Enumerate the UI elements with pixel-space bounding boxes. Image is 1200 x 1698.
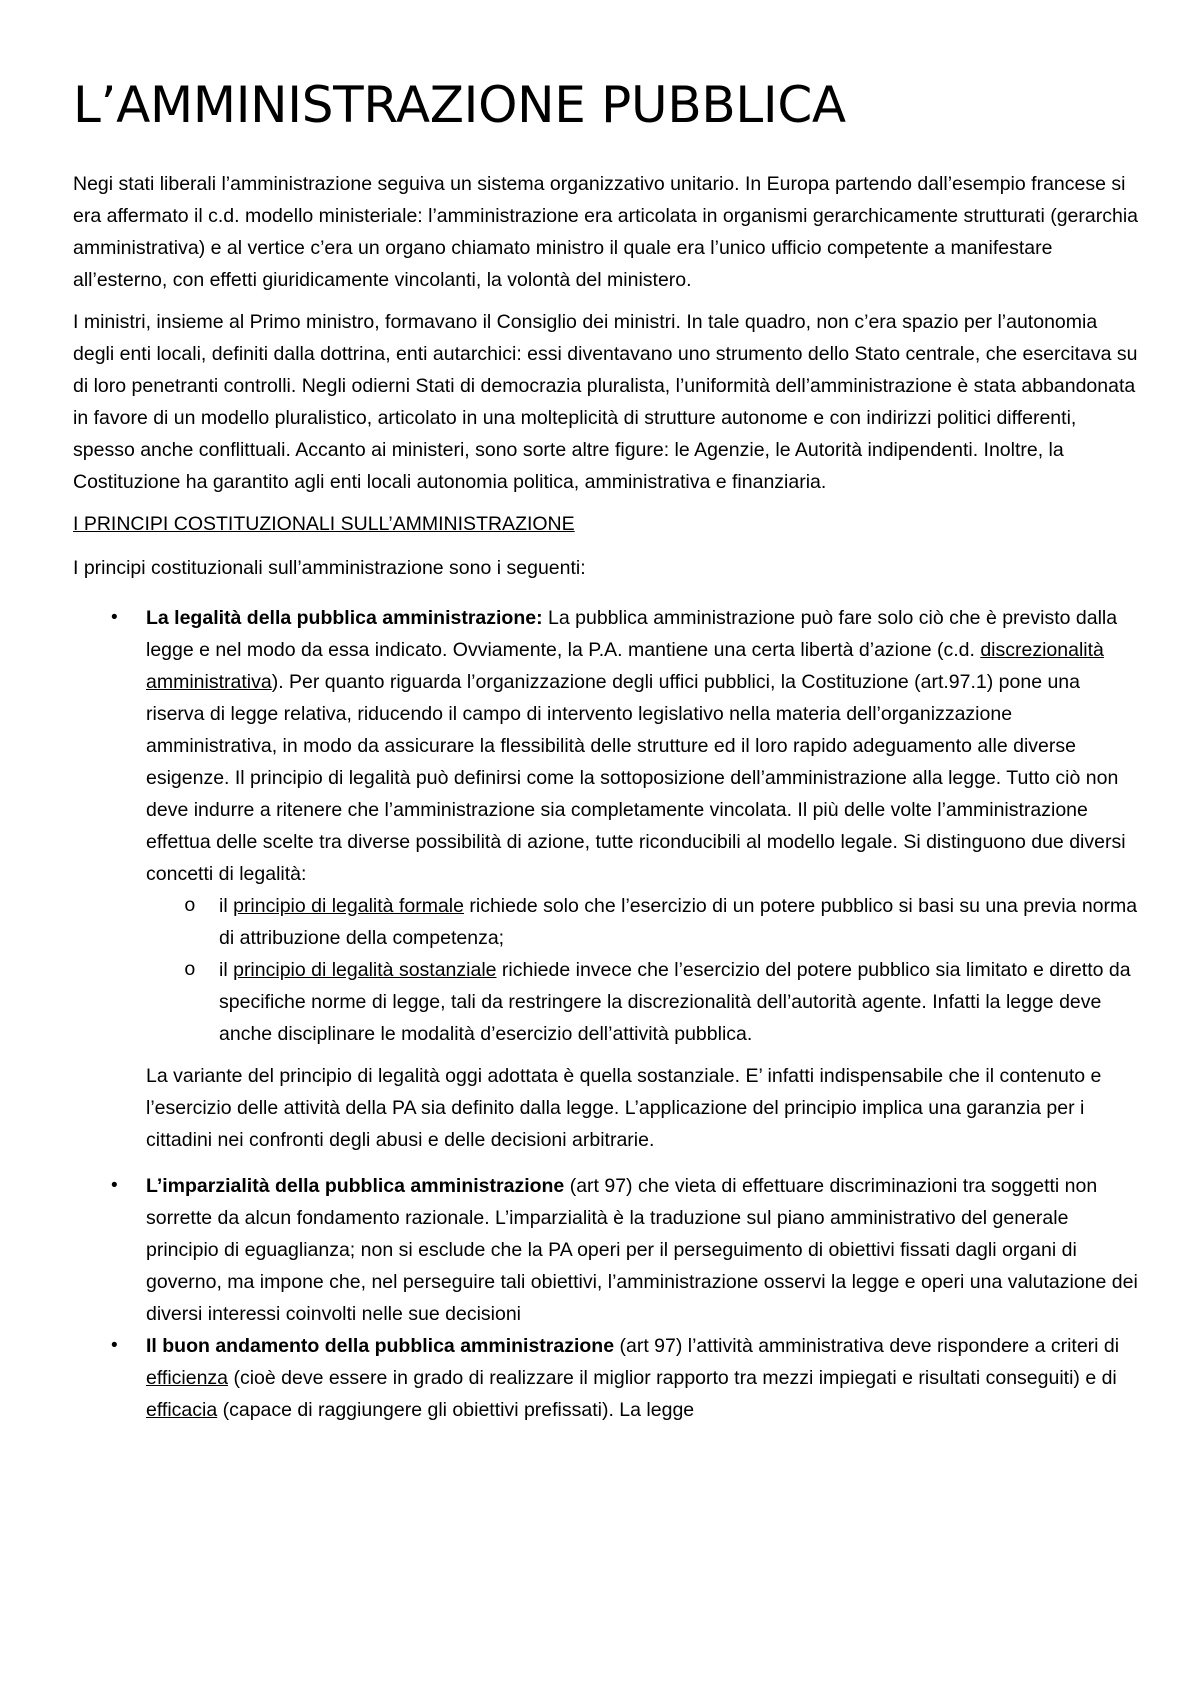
paragraph-liberal-states: Negi stati liberali l’amministrazione seguiva un sistema organizzativo unitario. In Europa partendo dall’esempio francese si era affermato il c.d. modello ministeriale: l’amministrazione era articolata in organismi gerarchicamente strutturati (gerarchia amministrativa) e al vertice c’era un organo chiamato ministro il quale era l’unico ufficio competente a manifestare all’esterno, con effetti giuridicamente vincolanti, la volontà del ministero.: [73, 173, 1138, 291]
buon-andamento-text: [146, 1335, 1119, 1421]
formale-text: [219, 895, 1137, 949]
imparzialita-text: [146, 1175, 1138, 1325]
bullet-icon: •: [111, 1335, 118, 1356]
spacer: [73, 594, 1141, 602]
paragraph-ministers: I ministri, insieme al Primo ministro, formavano il Consiglio dei ministri. In tale quadro, non c’era spazio per l’autonomia degli enti locali, definiti dalla dottrina, enti autarchici: essi diventavano uno strumento dello Stato centrale, che esercitava su di loro penetranti controlli. Negli odierni Stati di democrazia pluralista, l’uniformità dell’amministrazione è stata abbandonata in favore di un modello pluralistico, articolato in una molteplicità di strutture autonome e con indirizzi politici differenti, spesso anche conflittuali. Accanto ai ministeri, sono sorte altre figure: le Agenzie, le Autorità indipendenti. Inoltre, la Costituzione ha garantito agli enti locali autonomia politica, amministrativa e finanziaria.: [73, 311, 1138, 493]
bullet-icon: •: [111, 1175, 118, 1196]
sostanziale-rest: richiede invece che l’esercizio del potere pubblico sia limitato e diretto da specifiche norme di legge, tali da restringere la discrezionalità dell’autorità agente. Infatti la legge deve anche disciplinare le modalità d’esercizio dell’attività pubblica.: [219, 959, 1131, 1045]
sostanziale-term: principio di legalità sostanziale: [233, 959, 497, 981]
formale-rest: richiede solo che l’esercizio di un potere pubblico si basi su una previa norma di attribuzione della competenza;: [219, 895, 1138, 949]
document-page: [73, 70, 1141, 1426]
bullet-icon: •: [111, 607, 118, 628]
list-item-legalita: [73, 602, 1141, 1156]
formale-term: principio di legalità formale: [233, 895, 464, 917]
legalita-conclusion: La variante del principio di legalità oggi adottata è quella sostanziale. E’ infatti indispensabile che il contenuto e l’esercizio delle attività della PA sia definito dalla legge. L’applicazione del principio implica una garanzia per i cittadini nei confronti degli abusi e delle decisioni arbitrarie.: [146, 1065, 1102, 1151]
sub-item-legalita-formale: [146, 890, 1141, 954]
section-heading: I PRINCIPI COSTITUZIONALI SULL’AMMINISTRAZIONE: [73, 513, 575, 535]
legalita-text-2: ). Per quanto riguarda l’organizzazione degli uffici pubblici, la Costituzione (art.97.1) pone una riserva di legge relativa, riducendo il campo di intervento legislativo nella materia dell’organizzazione amministrativa, in modo da assicurare la flessibilità delle strutture ed il loro rapido adeguamento alle diverse esigenze. Il principio di legalità può definirsi come la sottoposizione dell’amministrazione alla legge. Tutto ciò non deve indurre a ritenere che l’amministrazione sia completamente vincolata. Il più delle volte l’amministrazione effettua delle scelte tra diverse possibilità di azione, tutte riconducibili al modello legale. Si distinguono due diversi concetti di legalità:: [146, 671, 1126, 885]
imparzialita-title: L’imparzialità della pubblica amministrazione: [146, 1175, 565, 1197]
formale-prefix: il: [219, 895, 234, 917]
sostanziale-prefix: il: [219, 959, 234, 981]
efficacia-term: efficacia: [146, 1399, 218, 1421]
circle-bullet-icon: o: [184, 895, 196, 917]
list-item-imparzialita: [73, 1170, 1141, 1330]
buon-andamento-text-3: (capace di raggiungere gli obiettivi prefissati). La legge: [217, 1399, 695, 1421]
circle-bullet-icon: o: [184, 959, 196, 981]
sostanziale-text: [219, 959, 1131, 1045]
legalita-text: [146, 607, 1126, 885]
principles-list: [73, 602, 1141, 1426]
efficienza-term: efficienza: [146, 1367, 229, 1389]
legalita-sublist: [146, 890, 1141, 1050]
sub-item-legalita-sostanziale: [146, 954, 1141, 1050]
buon-andamento-text-2: (cioè deve essere in grado di realizzare il miglior rapporto tra mezzi impiegati e risultati conseguiti) e di: [228, 1367, 1117, 1389]
legalita-title: La legalità della pubblica amministrazione:: [146, 607, 543, 629]
buon-andamento-text-1: (art 97) l’attività amministrativa deve rispondere a criteri di: [614, 1335, 1120, 1357]
list-item-buon-andamento: [73, 1330, 1141, 1426]
document-title: L’AMMINISTRAZIONE PUBBLICA: [73, 76, 846, 134]
legalita-text-1: La pubblica amministrazione può fare solo ciò che è previsto dalla legge e nel modo da essa indicato. Ovviamente, la P.A. mantiene una certa libertà d’azione (c.d.: [146, 607, 1118, 661]
buon-andamento-title: Il buon andamento della pubblica amministrazione: [146, 1335, 615, 1357]
principles-intro: I principi costituzionali sull’amministrazione sono i seguenti:: [73, 557, 586, 579]
imparzialita-body: (art 97) che vieta di effettuare discriminazioni tra soggetti non sorrette da alcun fondamento razionale. L’imparzialità è la traduzione sul piano amministrativo del generale principio di eguaglianza; non si esclude che la PA operi per il perseguimento di obiettivi fissati dagli organi di governo, ma impone che, nel perseguire tali obiettivi, l’amministrazione osservi la legge e operi una valutazione dei diversi interessi coinvolti nelle sue decisioni: [146, 1175, 1138, 1325]
legalita-underlined-term: discrezionalità amministrativa: [146, 639, 1104, 693]
